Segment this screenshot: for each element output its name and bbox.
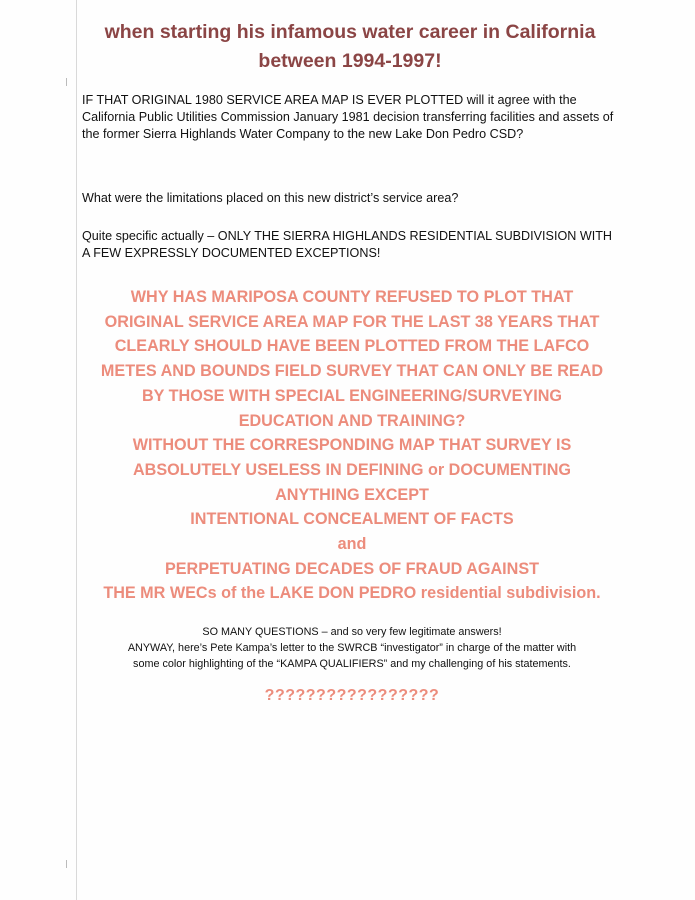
statement-line: INTENTIONAL CONCEALMENT OF FACTS	[190, 510, 514, 529]
paragraph-limitations-question: What were the limitations placed on this new district’s service area?	[82, 191, 459, 205]
statement-line: WITHOUT THE CORRESPONDING MAP THAT SURVEY IS	[132, 436, 572, 455]
heading-line: between 1994-1997!	[258, 50, 442, 72]
statement-line: METES AND BOUNDS FIELD SURVEY THAT CAN ONLY BE READ	[100, 362, 604, 381]
statement-line: THE MR WECs of the LAKE DON PEDRO residential subdivision.	[103, 584, 601, 603]
closing-line: SO MANY QUESTIONS – and so very few legitimate answers!	[202, 626, 502, 638]
statement-line: ORIGINAL SERVICE AREA MAP FOR THE LAST 38 YEARS THAT	[104, 312, 600, 331]
paragraph-specific-answer: Quite specific actually – ONLY THE SIERRA HIGHLANDS RESIDENTIAL SUBDIVISION WITH A FEW EXPRESSLY DOCUMENTED EXCEPTIONS!	[82, 229, 613, 260]
closing-remarks	[72, 624, 632, 672]
heading-line: when starting his infamous water career in California	[104, 21, 596, 43]
statement-line: PERPETUATING DECADES OF FRAUD AGAINST	[164, 559, 540, 578]
page-heading	[80, 18, 620, 76]
question-marks: ?????????????????	[264, 687, 440, 704]
statement-line: BY THOSE WITH SPECIAL ENGINEERING/SURVEYING	[141, 386, 563, 405]
closing-line: some color highlighting of the “KAMPA QUALIFIERS” and my challenging of his statements.	[133, 658, 571, 670]
statement-line: CLEARLY SHOULD HAVE BEEN PLOTTED FROM THE LAFCO	[114, 337, 590, 356]
statement-line: EDUCATION AND TRAINING?	[238, 411, 466, 430]
paragraph-map-question: IF THAT ORIGINAL 1980 SERVICE AREA MAP IS EVER PLOTTED will it agree with the California Public Utilities Commission January 1981 decision transferring facilities and assets of the former Sierra Highlands Water Company to the new Lake Don Pedro CSD?	[82, 93, 614, 141]
statement-line: ABSOLUTELY USELESS IN DEFINING or DOCUMENTING	[132, 460, 571, 479]
statement-line: ANYTHING EXCEPT	[275, 485, 429, 504]
statement-line: and	[337, 535, 367, 554]
closing-line: ANYWAY, here’s Pete Kampa’s letter to the SWRCB “investigator” in charge of the matter with	[127, 642, 577, 654]
highlighted-statement	[72, 285, 632, 606]
statement-line: WHY HAS MARIPOSA COUNTY REFUSED TO PLOT THAT	[130, 288, 574, 306]
